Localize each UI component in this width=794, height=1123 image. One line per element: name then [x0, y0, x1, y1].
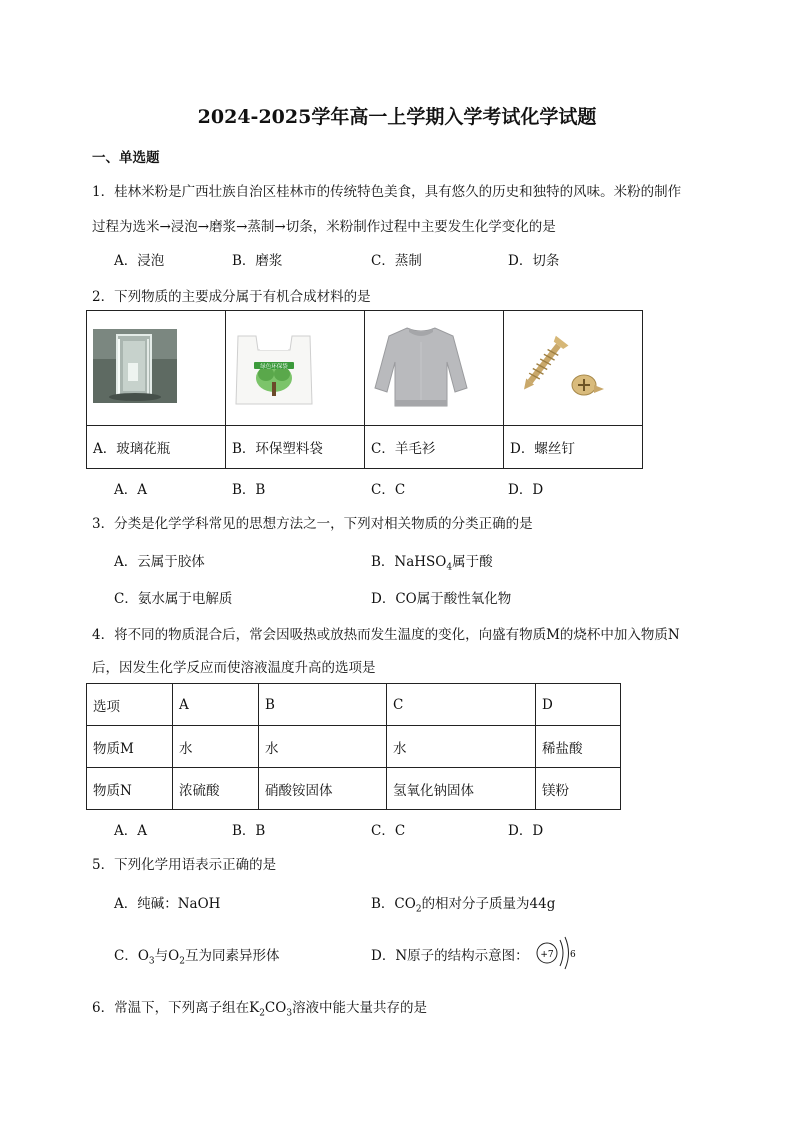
q4-cell: D [536, 684, 621, 726]
q2-cell-bag [226, 311, 365, 426]
q1-option-b: B．磨浆 [232, 253, 283, 269]
q2-cell-sweater [365, 311, 504, 426]
q5-option-b: B．$CO_2$的相对分子质量为44g [371, 896, 556, 915]
q5-option-a: A．纯碱：NaOH [114, 896, 221, 912]
q2-option-d: D．D [508, 482, 544, 498]
q1-stem-line1: 1．桂林米粉是广西壮族自治区桂林市的传统特色美食，具有悠久的历史和独特的风味。米粉的制作 [92, 184, 682, 200]
atomic-structure-diagram [534, 934, 582, 972]
q2-option-b: B．B [232, 482, 266, 498]
q2-label-a: A．玻璃花瓶 [87, 426, 226, 469]
q4-cell: 水 [259, 726, 387, 768]
plastic-bag-image [232, 326, 316, 406]
glass-vase-image [93, 329, 177, 403]
q3-stem: 3．分类是化学学科常见的思想方法之一，下列对相关物质的分类正确的是 [92, 516, 533, 532]
q2-option-a: A．A [114, 482, 147, 498]
q2-stem: 2．下列物质的主要成分属于有机合成材料的是 [92, 289, 371, 305]
q4-stem-line1: 4．将不同的物质混合后，常会因吸热或放热而发生温度的变化，向盛有物质M的烧杯中加入物质N [92, 627, 680, 643]
q2-image-table [86, 310, 643, 469]
sweater-image [371, 322, 471, 410]
screw-image [510, 329, 606, 403]
q4-cell: 氢氧化钠固体 [387, 768, 536, 810]
q2-label-d: D．螺丝钉 [504, 426, 643, 469]
q4-cell: 浓硫酸 [173, 768, 259, 810]
q3-option-b: B．NaHSO$_4$属于酸 [371, 554, 493, 573]
q2-cell-screw [504, 311, 643, 426]
q4-cell: 硝酸铵固体 [259, 768, 387, 810]
q5-option-d: D．N原子的结构示意图： [371, 948, 529, 964]
q4-cell: 选项 [87, 684, 173, 726]
q5-option-c: C．$O_3$与$O_2$互为同素异形体 [114, 948, 280, 967]
nucleus-charge-label: +7 [540, 950, 554, 960]
q4-cell: A [173, 684, 259, 726]
q2-label-b: B．环保塑料袋 [226, 426, 365, 469]
q1-option-c: C．蒸制 [371, 253, 422, 269]
q2-label-c: C．羊毛衫 [365, 426, 504, 469]
q4-cell: 稀盐酸 [536, 726, 621, 768]
q3-option-a: A．云属于胶体 [114, 554, 205, 570]
bag-print-text: 绿色环保袋 [260, 364, 288, 370]
section-heading: 一、单选题 [92, 150, 160, 166]
q4-option-c: C．C [371, 823, 406, 839]
q4-cell: B [259, 684, 387, 726]
q5-stem: 5．下列化学用语表示正确的是 [92, 857, 277, 873]
q4-cell: 水 [387, 726, 536, 768]
q4-option-d: D．D [508, 823, 544, 839]
q4-table [86, 683, 621, 810]
q4-option-b: B．B [232, 823, 266, 839]
page-title: 2024-2025学年高一上学期入学考试化学试题 [197, 106, 597, 128]
q2-cell-vase [87, 311, 226, 426]
outer-shell-electron-count: 6 [570, 950, 576, 960]
q4-cell: 物质N [87, 768, 173, 810]
q1-option-d: D．切条 [508, 253, 560, 269]
q4-option-a: A．A [114, 823, 147, 839]
q4-cell: C [387, 684, 536, 726]
q4-cell: 水 [173, 726, 259, 768]
q3-option-d: D．CO属于酸性氧化物 [371, 591, 512, 607]
q4-cell: 镁粉 [536, 768, 621, 810]
q6-stem: 6．常温下，下列离子组在$K_2CO_3$溶液中能大量共存的是 [92, 1000, 428, 1019]
q1-stem-line2: 过程为选米→浸泡→磨浆→蒸制→切条，米粉制作过程中主要发生化学变化的是 [92, 219, 556, 235]
q4-cell: 物质M [87, 726, 173, 768]
q2-option-c: C．C [371, 482, 406, 498]
q3-option-c: C．氨水属于电解质 [114, 591, 233, 607]
q4-stem-line2: 后，因发生化学反应而使溶液温度升高的选项是 [92, 660, 376, 676]
q1-option-a: A．浸泡 [114, 253, 165, 269]
